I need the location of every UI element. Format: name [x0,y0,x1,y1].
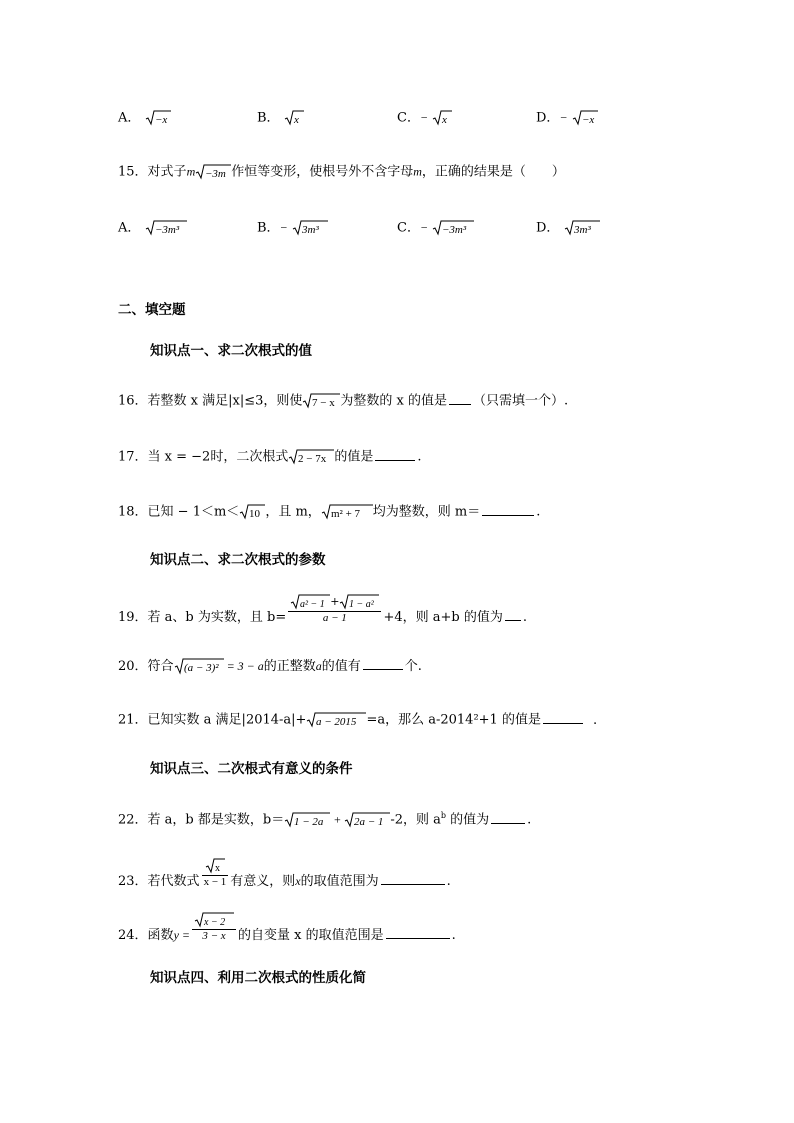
question-text: 若整数 x 满足|x|≤3，则使 [147,393,303,409]
answer-blank[interactable] [491,822,525,824]
minus-sign: − [559,110,568,125]
sqrt-symbol [145,220,187,236]
question-text: . [451,927,456,943]
knowledge-point-2: 知识点二、求二次根式的参数 [150,552,326,568]
question-number: 21． [118,712,148,728]
sqrt-symbol [564,220,600,236]
q14-option-a [118,110,171,126]
question-16 [118,393,568,409]
q14-option-b [257,110,304,126]
svg-text:2 − 7x: 2 − 7x [298,453,327,465]
option-label: A． [118,110,141,126]
svg-text:−x: −x [154,114,167,126]
question-text: 作恒等变形，使根号外不含字母 [231,164,414,180]
question-number: 22． [118,812,148,828]
question-number: 19． [118,609,148,625]
sqrt-symbol [145,110,171,126]
question-text: . [522,609,527,625]
answer-blank[interactable] [543,722,583,724]
sqrt-symbol [321,504,373,520]
option-label: D． [536,220,560,236]
question-23 [118,858,451,892]
math-expression: y = [173,927,190,942]
q14-option-d [536,110,598,126]
question-number: 16． [118,393,148,409]
question-number: 15． [118,164,148,180]
option-label: B． [257,220,280,236]
fraction [202,858,229,888]
fraction-numerator [288,594,381,612]
question-21 [118,712,597,728]
svg-text:a − 2015: a − 2015 [316,716,357,728]
q15-option-b [257,220,328,236]
sqrt-symbol [432,110,452,126]
option-label: B． [257,110,280,126]
question-text: 有意义，则 [230,873,296,889]
question-text: . [417,449,422,465]
svg-text:1 − a²: 1 − a² [349,599,375,610]
option-label: A． [118,220,141,236]
option-label: C． [397,110,420,126]
answer-blank[interactable] [449,403,471,405]
sqrt-symbol [205,858,225,874]
question-text: 已知 − 1＜m＜ [147,504,240,520]
question-text: . [592,712,598,728]
question-number: 23． [118,873,148,889]
sqrt-symbol [292,220,328,236]
svg-text:2a − 1: 2a − 1 [354,816,384,828]
sqrt-symbol [432,220,474,236]
fraction-denominator: x − 1 [203,876,227,888]
question-text: 的值有 [321,659,361,674]
question-text: . [536,504,541,520]
sqrt-symbol [339,594,379,610]
option-label: D． [536,110,560,126]
answer-blank[interactable] [386,937,450,939]
question-text: 均为整数，则 m＝ [372,504,481,520]
question-22 [118,812,531,828]
question-19 [118,594,527,628]
question-number: 18． [118,504,148,520]
sqrt-symbol [288,449,334,465]
question-text: 若代数式 [147,873,200,889]
svg-text:−3m: −3m [205,168,227,180]
svg-text:3m³: 3m³ [301,224,319,236]
question-text: 的值为 [446,812,490,828]
math-variable: a [315,659,322,673]
math-expression: = 3 − a [223,659,264,673]
fraction-numerator [202,858,229,876]
plus-sign: + [330,812,345,827]
question-number: 24． [118,927,148,943]
minus-sign: − [279,220,288,235]
sqrt-symbol [306,712,366,728]
svg-text:x: x [293,114,299,126]
knowledge-point-3: 知识点三、二次根式有意义的条件 [150,761,353,777]
fraction-numerator [192,912,236,930]
question-text: . [446,873,451,889]
math-variable: m [186,164,196,179]
question-text: =a，那么 a-2014²+1 的值是 [366,712,541,728]
sqrt-symbol [572,110,598,126]
fraction-denominator: a − 1 [322,612,347,624]
sqrt-symbol [194,912,234,928]
question-18 [118,504,540,520]
fraction [192,912,236,942]
svg-text:x: x [442,114,448,126]
math-variable: m [413,164,422,179]
svg-text:10: 10 [249,508,261,520]
sqrt-symbol [174,658,224,675]
svg-text:1 − 2a: 1 − 2a [294,816,324,828]
knowledge-point-1: 知识点一、求二次根式的值 [150,343,312,359]
math-variable: x [295,873,301,888]
question-text: 的值是 [334,449,374,465]
answer-blank[interactable] [375,459,415,461]
svg-text:a² − 1: a² − 1 [300,599,325,610]
svg-text:−x: −x [581,114,594,126]
q15-option-c [397,220,474,236]
plus-sign: + [330,595,340,608]
question-text: 符合 [147,659,174,674]
q15-option-a [118,220,187,236]
svg-text:x: x [214,863,220,874]
question-text: 已知实数 a 满足|2014-a|+ [147,712,307,728]
sqrt-symbol [239,504,265,520]
section-title: 二、填空题 [118,302,186,318]
sqrt-symbol [195,164,231,180]
question-text: （只需填一个）. [473,393,569,409]
question-number: 20． [118,659,148,674]
sqrt-symbol [284,812,330,828]
answer-blank[interactable] [381,883,445,885]
question-24 [118,912,456,946]
question-text: 的取值范围为 [300,873,379,889]
fraction [288,594,381,624]
knowledge-point-4: 知识点四、利用二次根式的性质化简 [150,970,366,986]
question-text: . [527,812,532,828]
question-text: 的正整数 [263,659,316,674]
svg-text:x − 2: x − 2 [204,917,226,928]
svg-text:m² + 7: m² + 7 [330,508,360,520]
minus-sign: − [419,110,429,125]
minus-sign: − [419,220,429,235]
question-text: 当 x = −2时，二次根式 [147,449,289,465]
question-text: ，正确的结果是（ ） [421,164,565,180]
answer-blank[interactable] [363,668,403,670]
sqrt-symbol [344,812,390,828]
svg-text:−3m³: −3m³ [154,224,179,236]
superscript: b [440,811,446,821]
answer-blank[interactable] [505,619,521,621]
question-text: 函数 [147,927,174,943]
answer-blank[interactable] [482,514,534,516]
fraction-denominator: 3 − x [202,930,226,942]
question-text: 对式子 [147,164,187,180]
question-15 [118,164,565,180]
question-text: 若 a、b 为实数，且 b= [147,609,287,625]
svg-text:3m³: 3m³ [573,224,591,236]
question-text: ，且 m， [265,504,321,520]
option-label: C． [397,220,420,236]
sqrt-symbol [290,594,330,610]
question-text: 个. [404,659,422,674]
q14-option-c [397,110,452,126]
svg-text:7 − x: 7 − x [312,397,336,409]
sqrt-symbol [302,393,340,409]
question-20 [118,658,422,675]
question-number: 17． [118,449,148,465]
question-text: 若 a，b 都是实数，b＝ [147,812,285,828]
question-text: 的自变量 x 的取值范围是 [238,927,384,943]
question-text: +4，则 a+b 的值为 [383,609,503,625]
question-text: 为整数的 x 的值是 [340,393,448,409]
sqrt-symbol [284,110,304,126]
question-text: -2，则 a [390,812,441,828]
svg-text:(a − 3)²: (a − 3)² [183,662,219,674]
q15-option-d [536,220,600,236]
question-17 [118,449,422,465]
svg-text:−3m³: −3m³ [442,224,467,236]
